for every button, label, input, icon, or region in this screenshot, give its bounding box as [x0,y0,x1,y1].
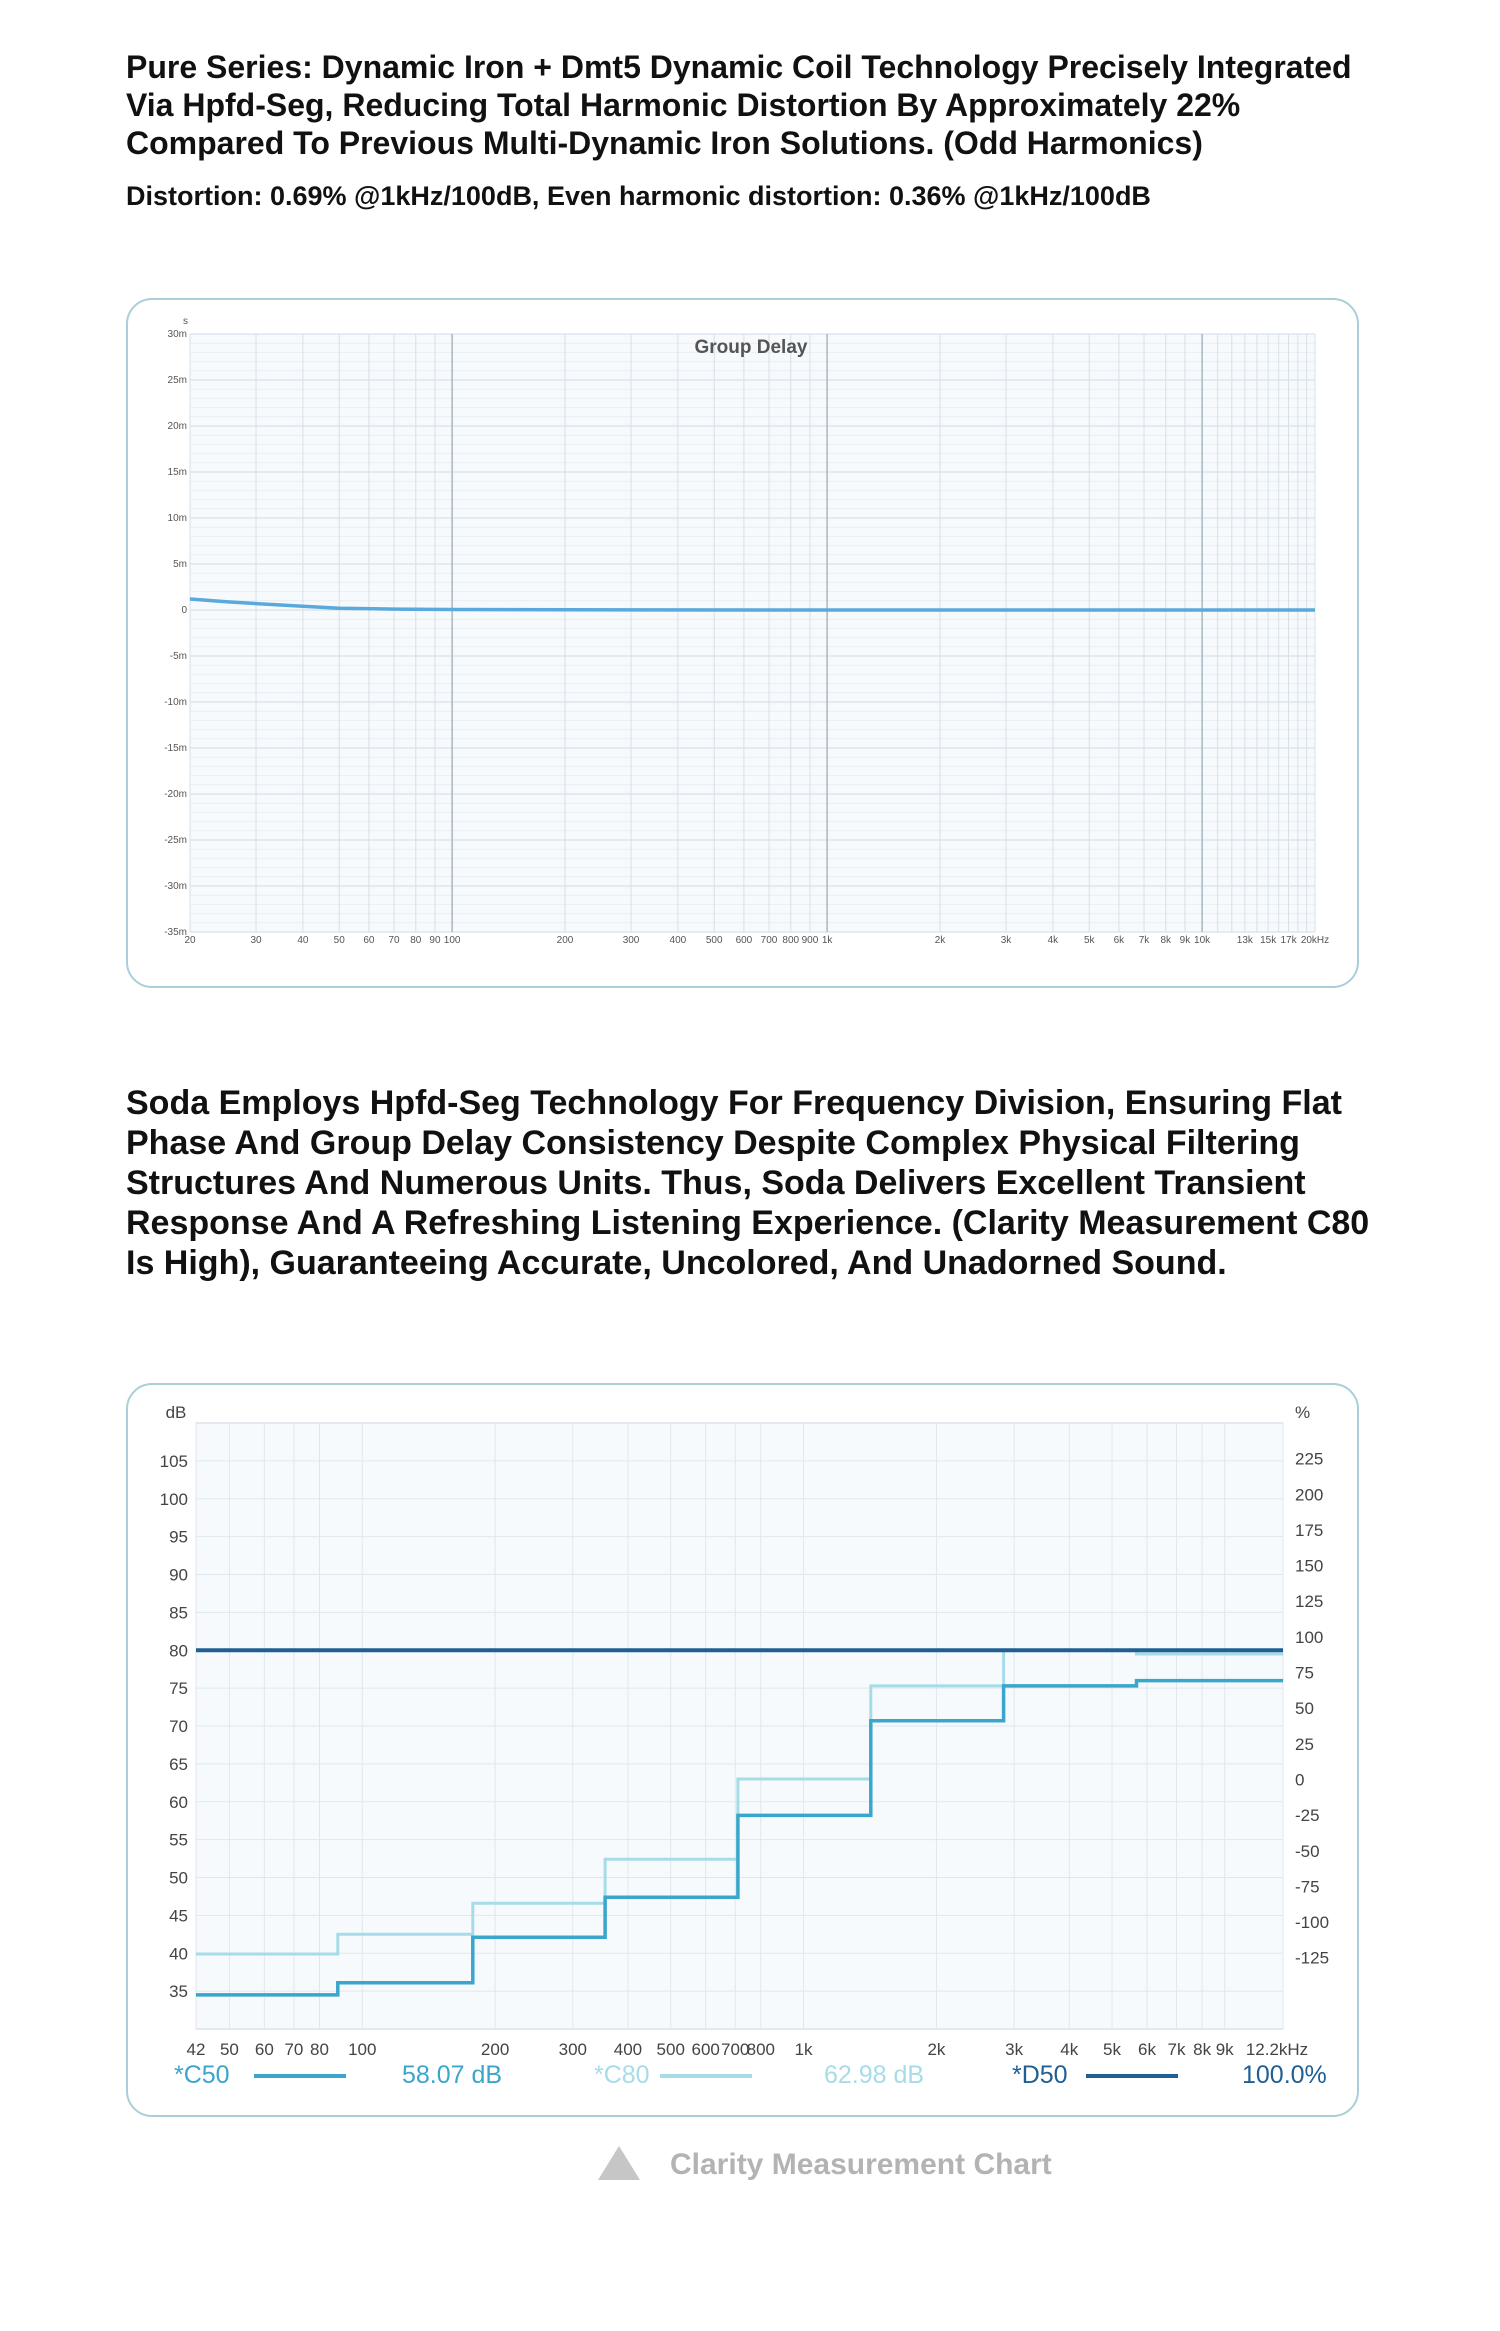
x-tick-label: 500 [705,935,723,946]
x-tick-label: 13k [1236,935,1253,946]
distortion-subheading: Distortion: 0.69% @1kHz/100dB, Even harmonic distortion: 0.36% @1kHz/100dB [126,181,1151,211]
x-tick-label: 5k [1103,2040,1122,2055]
x-tick-label: 10k [1194,935,1211,946]
x-tick-label: 60 [254,2040,274,2055]
x-tick-label: 600 [691,2040,720,2055]
y-tick-label: 60 [169,1792,188,1812]
plot-area [190,334,1315,932]
x-tick-label: 30 [250,935,262,946]
y-tick-label: 75 [169,1679,188,1699]
x-tick-label: 400 [669,935,687,946]
y-tick-label: 10m [167,513,187,524]
y-tick-label: -20m [164,789,187,800]
x-tick-label: 12.2kHz [1245,2040,1309,2055]
y-tick-label: -25m [164,835,187,846]
pure-series-heading: Pure Series: Dynamic Iron + Dmt5 Dynamic Coil Technology Precisely Integrated Via Hpfd-Seg, Reducing Total Harmonic Distortion By Approximately 22% Compared To Previous Multi-Dynamic Iron Solutions. (Odd Harmonics) [126,49,1352,161]
legend-c80-name: *C80 [594,2061,650,2089]
y2-tick-label: 225 [1295,1449,1324,1469]
x-tick-label: 1k [821,935,833,946]
y-tick-label: 55 [169,1830,188,1850]
x-tick-label: 80 [310,2040,329,2055]
y-tick-label: 25m [167,375,187,386]
x-tick-label: 8k [1193,2040,1212,2055]
x-tick-label: 20kHz [1300,935,1330,946]
y2-tick-label: 100 [1295,1627,1324,1647]
y-tick-label: 80 [169,1641,188,1661]
y-tick-label: 100 [159,1489,188,1509]
legend-d50-value: 100.0% [1242,2061,1327,2089]
x-tick-label: 90 [429,935,441,946]
y2-tick-label: 175 [1295,1520,1324,1540]
y2-tick-label: 125 [1295,1592,1324,1612]
x-tick-label: 2k [927,2040,946,2055]
group-delay-chart-card [126,298,1359,988]
y2-tick-label: 50 [1295,1699,1314,1719]
x-tick-label: 8k [1160,935,1172,946]
x-tick-label: 17k [1280,935,1297,946]
y-tick-label: 0 [181,605,187,616]
y-tick-label: 20m [167,421,187,432]
legend-d50-name: *D50 [1012,2061,1068,2089]
y-tick-label: 35 [169,1982,188,2002]
y2-tick-label: -25 [1295,1806,1320,1826]
y2-tick-label: -50 [1295,1841,1320,1861]
y-tick-label: 30m [167,329,187,340]
clarity-chart [128,1385,1357,2055]
x-tick-label: 300 [622,935,640,946]
x-tick-label: 800 [782,935,800,946]
x-tick-label: 100 [443,935,461,946]
soda-heading: Soda Employs Hpfd-Seg Technology For Frequency Division, Ensuring Flat Phase And Group Delay Consistency Despite Complex Physical Filtering Structures And Numerous Units. Thus, Soda Delivers Excellent Transient Response And A Refreshing Listening Experience. (Clarity Measurement C80 Is High), Guaranteeing Accurate, Uncolored, And Unadorned Sound. [126,1084,1370,1282]
x-tick-label: 40 [297,935,309,946]
x-tick-label: 70 [284,2040,304,2055]
y2-tick-label: -75 [1295,1877,1320,1897]
legend-c50-value: 58.07 dB [402,2061,503,2089]
y-tick-label: 105 [159,1451,188,1471]
x-tick-label: 5k [1083,935,1095,946]
y-tick-label: 5m [173,559,187,570]
x-tick-label: 9k [1179,935,1191,946]
y-tick-label: -35m [164,927,187,938]
y-axis-unit: dB [165,1403,187,1422]
group-delay-chart [128,300,1357,986]
y2-tick-label: 75 [1295,1663,1314,1683]
x-tick-label: 2k [934,935,946,946]
x-tick-label: 4k [1047,935,1059,946]
x-tick-label: 6k [1137,2040,1156,2055]
y-tick-label: 45 [169,1906,188,1926]
x-tick-label: 80 [410,935,422,946]
x-tick-label: 100 [348,2040,377,2055]
chart-title: Group Delay [694,337,808,358]
y-tick-label: 90 [169,1565,188,1585]
y-tick-label: -5m [169,651,187,662]
y-axis-unit: s [183,316,188,327]
y-tick-label: 95 [169,1527,188,1547]
x-tick-label: 700 [721,2040,750,2055]
x-tick-label: 60 [363,935,375,946]
x-tick-label: 6k [1113,935,1125,946]
x-tick-label: 300 [558,2040,588,2055]
y-tick-label: 40 [169,1944,188,1964]
y-tick-label: -30m [164,881,187,892]
x-tick-label: 7k [1167,2040,1186,2055]
y2-axis-unit: % [1295,1403,1311,1422]
x-tick-label: 7k [1138,935,1150,946]
x-tick-label: 600 [735,935,753,946]
legend-c80-value: 62.98 dB [824,2061,925,2089]
x-tick-label: 3k [1000,935,1012,946]
y-tick-label: -10m [164,697,187,708]
x-tick-label: 70 [388,935,400,946]
x-tick-label: 800 [746,2040,775,2055]
y-tick-label: 15m [167,467,187,478]
y-tick-label: -15m [164,743,187,754]
y-tick-label: 65 [169,1754,188,1774]
y-tick-label: 70 [169,1717,188,1736]
y2-tick-label: 0 [1295,1770,1305,1790]
x-tick-label: 4k [1060,2040,1079,2055]
y2-tick-label: -125 [1295,1948,1330,1968]
caption-text: Clarity Measurement Chart [670,2148,1052,2181]
x-tick-label: 3k [1005,2040,1024,2055]
legend-c50-name: *C50 [174,2061,230,2089]
y2-tick-label: 150 [1295,1556,1324,1576]
y-tick-label: 85 [169,1603,188,1623]
legend-c50-swatch [254,2074,346,2078]
legend-d50-swatch [1086,2074,1178,2078]
x-tick-label: 500 [656,2040,685,2055]
x-tick-label: 15k [1260,935,1277,946]
x-tick-label: 9k [1215,2040,1234,2055]
x-tick-label: 50 [219,2040,239,2055]
x-tick-label: 400 [613,2040,643,2055]
clarity-chart-card [126,1383,1359,2117]
legend-c80-swatch [660,2074,752,2078]
x-tick-label: 200 [480,2040,510,2055]
y2-tick-label: -100 [1295,1913,1330,1933]
x-tick-label: 900 [801,935,819,946]
y2-tick-label: 200 [1295,1485,1324,1505]
x-tick-label: 20 [184,935,196,946]
x-tick-label: 700 [760,935,778,946]
triangle-icon [598,2146,640,2180]
x-tick-label: 1k [794,2040,813,2055]
y-tick-label: 50 [169,1868,188,1888]
x-tick-label: 200 [556,935,574,946]
y2-tick-label: 25 [1295,1734,1314,1754]
x-tick-label: 42 [186,2040,206,2055]
x-tick-label: 50 [333,935,345,946]
